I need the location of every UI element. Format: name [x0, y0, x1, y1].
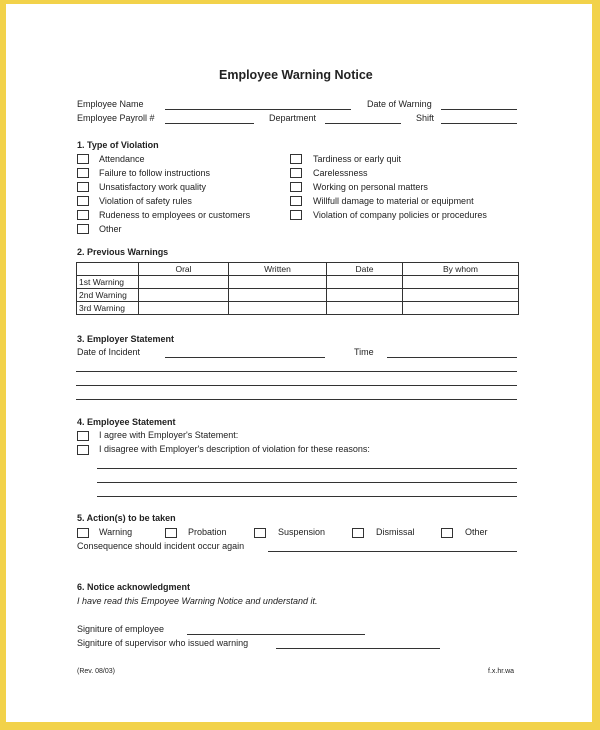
checkbox-personal-matters[interactable]	[290, 182, 302, 192]
checkbox-willfull-damage[interactable]	[290, 196, 302, 206]
table-cell[interactable]	[327, 276, 403, 289]
table-header-cell: Oral	[139, 263, 229, 276]
time-field[interactable]	[387, 357, 517, 358]
checkbox-action-warning[interactable]	[77, 528, 89, 538]
table-row	[77, 302, 519, 315]
signature-supervisor-field[interactable]	[276, 648, 440, 649]
table-cell[interactable]	[327, 302, 403, 315]
action-label: Probation	[188, 527, 227, 537]
employee-payroll-field[interactable]	[165, 123, 254, 124]
section6-heading: 6. Notice acknowledgment	[77, 582, 191, 592]
date-of-warning-label: Date of Warning	[367, 99, 432, 109]
department-label: Department	[269, 113, 317, 123]
table-header-cell: Date	[327, 263, 403, 276]
employee-payroll-label: Employee Payroll #	[77, 113, 155, 123]
revision-label: (Rev. 08/03)	[77, 668, 115, 675]
checkbox-agree[interactable]	[77, 431, 89, 441]
violation-label: Tardiness or early quit	[313, 154, 402, 164]
table-cell[interactable]	[139, 302, 229, 315]
section2-heading: 2. Previous Warnings	[77, 247, 169, 257]
action-label: Other	[465, 527, 488, 537]
employer-statement-line[interactable]	[76, 371, 517, 372]
consequence-label: Consequence should incident occur again	[77, 541, 245, 551]
section1-heading: 1. Type of Violation	[77, 140, 159, 150]
table-cell[interactable]	[403, 276, 519, 289]
date-of-incident-label: Date of Incident	[77, 347, 141, 357]
checkbox-action-other[interactable]	[441, 528, 453, 538]
checkbox-disagree[interactable]	[77, 445, 89, 455]
section4-heading: 4. Employee Statement	[77, 417, 176, 427]
table-cell[interactable]	[403, 289, 519, 302]
employer-statement-line[interactable]	[76, 399, 517, 400]
row-label: 2nd Warning	[77, 289, 139, 302]
checkbox-other-violation[interactable]	[77, 224, 89, 234]
table-row	[77, 276, 519, 289]
page-title: Employee Warning Notice	[219, 68, 373, 82]
checkbox-unsatisfactory-quality[interactable]	[77, 182, 89, 192]
employee-statement-line[interactable]	[97, 482, 517, 483]
disagree-label: I disagree with Employer's description of violation for these reasons:	[99, 444, 370, 454]
checkbox-safety-rules[interactable]	[77, 196, 89, 206]
department-field[interactable]	[325, 123, 401, 124]
time-label: Time	[354, 347, 374, 357]
violation-label: Rudeness to employees or customers	[99, 210, 251, 220]
checkbox-company-policies[interactable]	[290, 210, 302, 220]
shift-label: Shift	[416, 113, 435, 123]
previous-warnings-table	[76, 262, 519, 315]
row-label: 3rd Warning	[77, 302, 139, 315]
violation-label: Willfull damage to material or equipment	[313, 196, 474, 206]
table-header-cell: By whom	[403, 263, 519, 276]
table-header-cell	[77, 263, 139, 276]
table-cell[interactable]	[139, 289, 229, 302]
violation-label: Failure to follow instructions	[99, 168, 211, 178]
employee-name-label: Employee Name	[77, 99, 144, 109]
violation-label: Violation of company policies or procedures	[313, 210, 487, 220]
action-label: Warning	[99, 527, 133, 537]
date-of-warning-field[interactable]	[441, 109, 517, 110]
checkbox-action-probation[interactable]	[165, 528, 177, 538]
violation-label: Attendance	[99, 154, 145, 164]
table-cell[interactable]	[229, 302, 327, 315]
table-header-cell: Written	[229, 263, 327, 276]
employee-statement-line[interactable]	[97, 468, 517, 469]
checkbox-rudeness[interactable]	[77, 210, 89, 220]
employee-statement-line[interactable]	[97, 496, 517, 497]
table-cell[interactable]	[229, 289, 327, 302]
employer-statement-line[interactable]	[76, 385, 517, 386]
checkbox-action-dismissal[interactable]	[352, 528, 364, 538]
table-header-row	[77, 263, 519, 276]
violation-label: Unsatisfactory work quality	[99, 182, 207, 192]
consequence-field[interactable]	[268, 551, 517, 552]
table-row	[77, 289, 519, 302]
date-of-incident-field[interactable]	[165, 357, 325, 358]
table-cell[interactable]	[327, 289, 403, 302]
action-label: Dismissal	[376, 527, 415, 537]
document-page	[6, 4, 592, 722]
employee-name-field[interactable]	[165, 109, 351, 110]
signature-employee-field[interactable]	[187, 634, 365, 635]
shift-field[interactable]	[441, 123, 517, 124]
table-cell[interactable]	[229, 276, 327, 289]
signature-employee-label: Signiture of employee	[77, 624, 165, 634]
signature-supervisor-label: Signiture of supervisor who issued warning	[77, 638, 249, 648]
checkbox-failure-instructions[interactable]	[77, 168, 89, 178]
violation-label: Violation of safety rules	[99, 196, 192, 206]
action-label: Suspension	[278, 527, 326, 537]
checkbox-tardiness[interactable]	[290, 154, 302, 164]
checkbox-carelessness[interactable]	[290, 168, 302, 178]
table-cell[interactable]	[403, 302, 519, 315]
violation-label: Working on personal matters	[313, 182, 428, 192]
section5-heading: 5. Action(s) to be taken	[77, 513, 176, 523]
agree-label: I agree with Employer's Statement:	[99, 430, 239, 440]
violation-label: Carelessness	[313, 168, 368, 178]
row-label: 1st Warning	[77, 276, 139, 289]
acknowledgment-statement: I have read this Empoyee Warning Notice and understand it.	[77, 596, 318, 606]
table-cell[interactable]	[139, 276, 229, 289]
section3-heading: 3. Employer Statement	[77, 334, 175, 344]
checkbox-action-suspension[interactable]	[254, 528, 266, 538]
checkbox-attendance[interactable]	[77, 154, 89, 164]
form-code: f.x.hr.wa	[488, 668, 515, 675]
violation-label: Other	[99, 224, 122, 234]
